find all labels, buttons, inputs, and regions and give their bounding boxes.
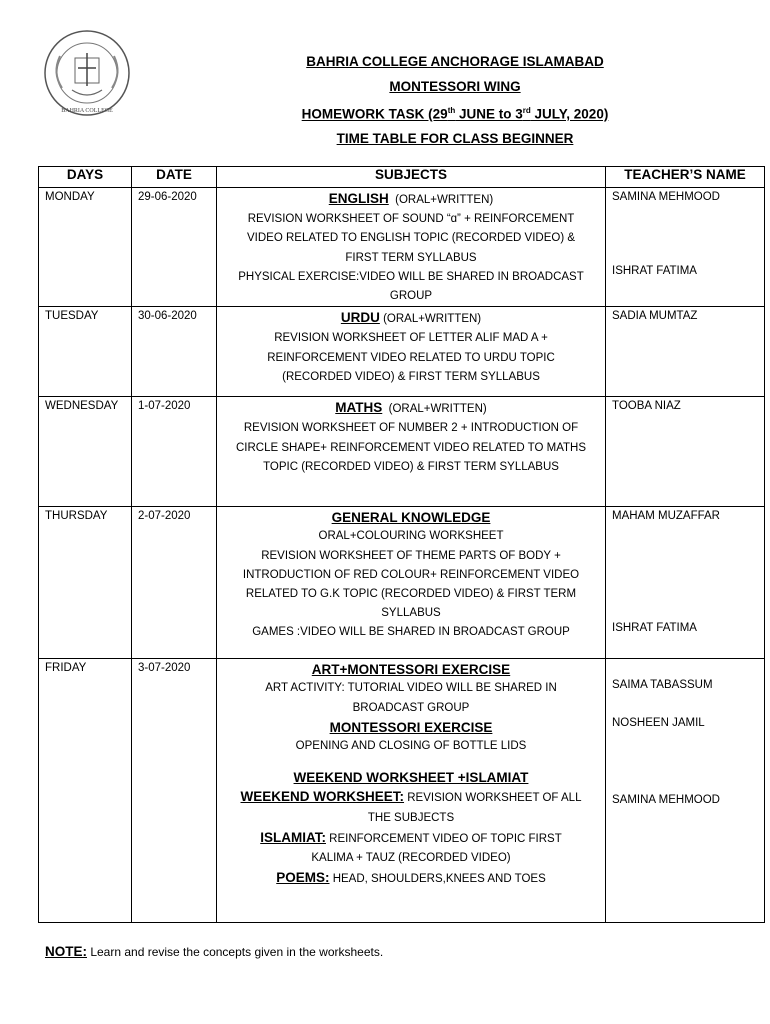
subject-title: URDU xyxy=(340,310,380,326)
teacher-name: SAIMA TABASSUM xyxy=(612,679,713,692)
islamiat-label: ISLAMIAT: xyxy=(260,829,326,845)
subject-line: REVISION WORKSHEET OF THEME PARTS OF BODY + xyxy=(261,549,561,562)
subject-cell xyxy=(217,307,606,397)
table-row xyxy=(39,188,765,307)
note-text: Learn and revise the concepts given in the worksheets. xyxy=(87,945,384,959)
day-cell: WEDNESDAY xyxy=(39,397,132,507)
subject-line: GROUP xyxy=(389,290,433,303)
subject-line: GAMES :VIDEO WILL BE SHARED IN BROADCAST GROUP xyxy=(252,626,570,639)
subject-line: SYLLABUS xyxy=(381,607,441,620)
table-row xyxy=(39,397,765,507)
subject-cell xyxy=(217,188,606,307)
document-header xyxy=(140,50,770,152)
subject-cell: ART+MONTESSORI EXERCISE ART ACTIVITY: TUTORIAL VIDEO WILL BE SHARED IN BROADCAST GROUP MONTESSORI EXERCISE OPENING AND CLOSING OF BOTTLE LIDS WEEKEND WORKSHEET +ISLAMIAT WEEKEND WORKSHEET: REVISION WORKSHEET OF ALL THE SUBJECTS ISLAMIAT: REINFORCEMENT VIDEO OF TOPIC FIRST KALIMA + TAUZ (RECORDED VIDEO) POEMS: HEAD, SHOULDERS,KNEES AND TOES xyxy=(217,659,606,923)
day-cell: FRIDAY xyxy=(39,659,132,923)
subject-note: (ORAL+WRITTEN) xyxy=(388,403,487,416)
logo-text: BAHRIA COLLEGE xyxy=(61,108,113,114)
teacher-cell: TOOBA NIAZ xyxy=(606,397,765,507)
subject-line: REVISION WORKSHEET OF LETTER ALIF MAD A + xyxy=(274,332,548,345)
header-subjects: SUBJECTS xyxy=(217,167,606,188)
table-row xyxy=(39,307,765,397)
note-label: NOTE: xyxy=(45,944,87,959)
subject-line: OPENING AND CLOSING OF BOTTLE LIDS xyxy=(295,740,527,753)
teacher-cell xyxy=(606,507,765,659)
college-name: BAHRIA COLLEGE ANCHORAGE ISLAMABAD xyxy=(306,54,604,69)
wing-name: MONTESSORI WING xyxy=(389,78,521,94)
subject-title: MATHS xyxy=(335,400,383,416)
subject-line: ORAL+COLOURING WORKSHEET xyxy=(318,530,504,543)
table-header-row xyxy=(39,167,765,188)
table-row xyxy=(39,507,765,659)
teacher-name: SAMINA MEHMOOD xyxy=(612,191,720,203)
timetable-title: TIME TABLE FOR CLASS BEGINNER xyxy=(336,131,574,146)
header-teacher: TEACHER’S NAME xyxy=(606,167,765,188)
subject-cell xyxy=(217,507,606,659)
table-row xyxy=(39,659,765,923)
day-cell: MONDAY xyxy=(39,188,132,307)
subject-line: TOPIC (RECORDED VIDEO) & FIRST TERM SYLLABUS xyxy=(263,460,559,473)
subject-line: CIRCLE SHAPE+ REINFORCEMENT VIDEO RELATED TO MATHS xyxy=(235,441,587,454)
weekend-worksheet-label: WEEKEND WORKSHEET: xyxy=(240,789,405,805)
teacher-name: ISHRAT FATIMA xyxy=(612,622,697,635)
subject-line: FIRST TERM SYLLABUS xyxy=(345,251,477,264)
subject-title: GENERAL KNOWLEDGE xyxy=(331,510,491,526)
teacher-name: ISHRAT FATIMA xyxy=(612,265,697,277)
subject-note: (ORAL+WRITTEN) xyxy=(395,194,494,206)
subject-line: VIDEO RELATED TO ENGLISH TOPIC (RECORDED VIDEO) & xyxy=(246,232,576,245)
subject-cell xyxy=(217,397,606,507)
subject-title: ENGLISH xyxy=(328,191,389,206)
teacher-cell: SADIA MUMTAZ xyxy=(606,307,765,397)
subject-line: INTRODUCTION OF RED COLOUR+ REINFORCEMENT VIDEO xyxy=(242,568,580,581)
subject-line: ART ACTIVITY: TUTORIAL VIDEO WILL BE SHARED IN xyxy=(265,682,557,695)
teacher-cell xyxy=(606,659,765,923)
subject-line: REVISION WORKSHEET OF SOUND “ɑ” + REINFORCEMENT xyxy=(247,213,575,226)
date-cell: 3-07-2020 xyxy=(132,659,217,923)
day-cell: THURSDAY xyxy=(39,507,132,659)
poems-label: POEMS: xyxy=(276,870,330,886)
teacher-name: SAMINA MEHMOOD xyxy=(612,794,720,807)
header-days: DAYS xyxy=(39,167,132,188)
footer-note xyxy=(45,944,383,959)
header-date: DATE xyxy=(132,167,217,188)
date-cell: 2-07-2020 xyxy=(132,507,217,659)
subject-line: (RECORDED VIDEO) & FIRST TERM SYLLABUS xyxy=(282,370,540,383)
timetable xyxy=(38,166,765,923)
subject-line: PHYSICAL EXERCISE:VIDEO WILL BE SHARED IN BROADCAST xyxy=(238,270,584,283)
homework-title: HOMEWORK TASK (29th JUNE to 3rd JULY, 2020) xyxy=(301,106,609,122)
day-cell: TUESDAY xyxy=(39,307,132,397)
subject-line: REVISION WORKSHEET OF NUMBER 2 + INTRODUCTION OF xyxy=(243,422,579,435)
teacher-name: MAHAM MUZAFFAR xyxy=(612,510,720,523)
subject-line: REINFORCEMENT VIDEO RELATED TO URDU TOPIC xyxy=(267,351,555,364)
montessori-title: MONTESSORI EXERCISE xyxy=(329,719,493,735)
subject-line: BROADCAST GROUP xyxy=(352,701,470,714)
teacher-name: NOSHEEN JAMIL xyxy=(612,717,705,730)
date-cell: 29-06-2020 xyxy=(132,188,217,307)
subject-line: RELATED TO G.K TOPIC (RECORDED VIDEO) & FIRST TERM xyxy=(245,588,577,601)
teacher-cell xyxy=(606,188,765,307)
date-cell: 1-07-2020 xyxy=(132,397,217,507)
weekend-title: WEEKEND WORKSHEET +ISLAMIAT xyxy=(293,770,529,786)
subject-note: (ORAL+WRITTEN) xyxy=(383,313,482,326)
date-cell: 30-06-2020 xyxy=(132,307,217,397)
art-title: ART+MONTESSORI EXERCISE xyxy=(311,662,511,678)
college-logo-icon xyxy=(42,28,132,118)
